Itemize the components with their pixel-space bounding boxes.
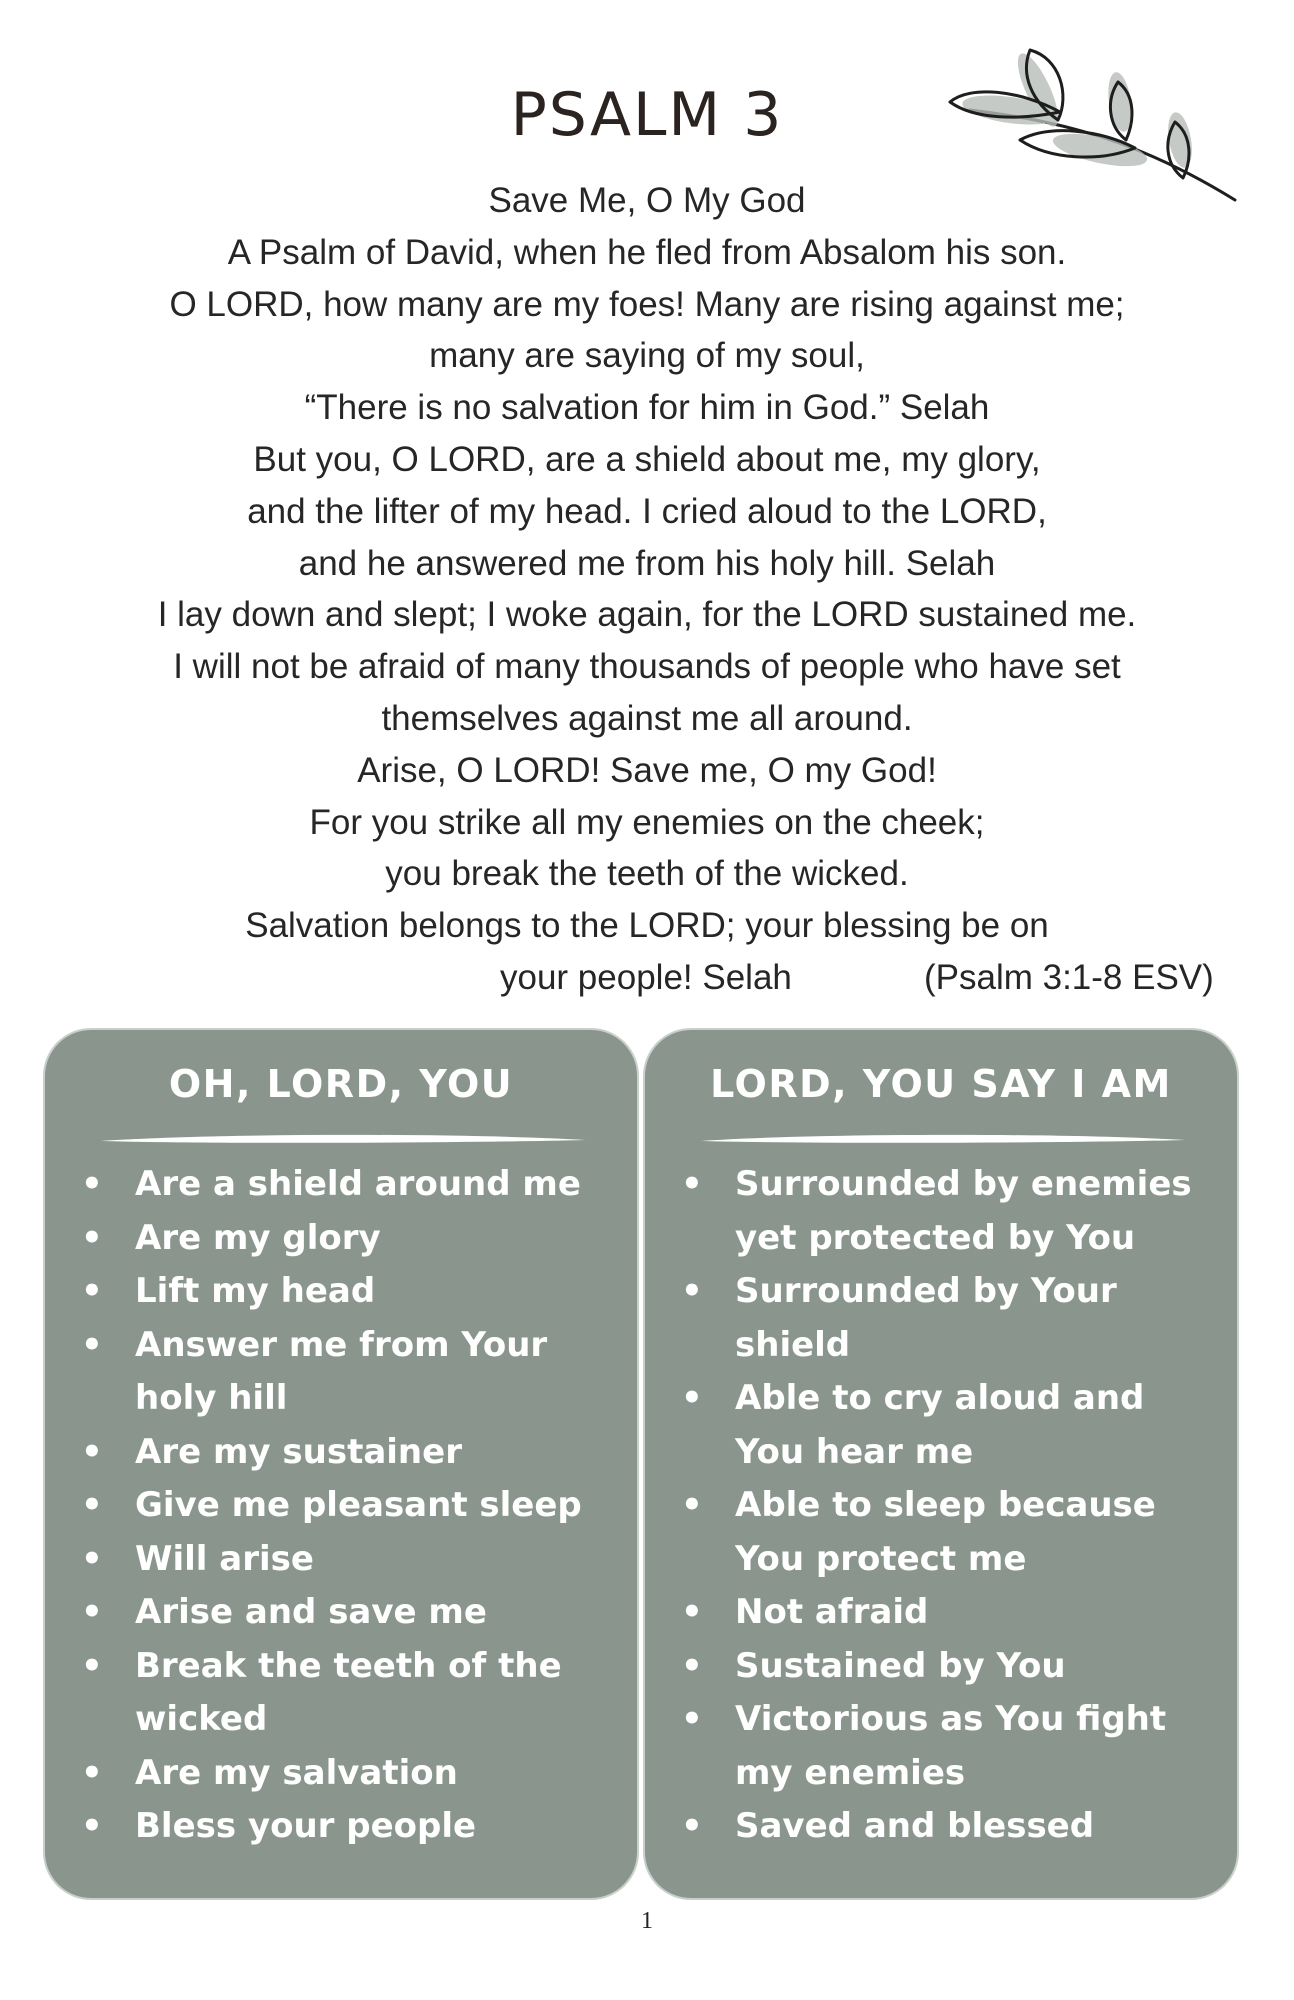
psalm-verse-line: For you strike all my enemies on the cheek; [309,802,985,842]
psalm-verse-line: many are saying of my soul, [429,336,865,376]
scripture-reference: (Psalm 3:1-8 ESV) [924,957,1214,997]
psalm-verse-line: and he answered me from his holy hill. Selah [298,543,996,583]
panel-heading: OH, LORD, YOU [168,1062,514,1106]
psalm-text [60,175,1234,1004]
list-item: • Victorious as You fight my enemies [679,1693,1223,1800]
page-title: PSALM 3 [510,80,784,150]
list-item: • Surrounded by enemies yet protected by You [679,1158,1223,1265]
oh-lord-you-list [79,1158,623,1854]
psalm-verse-line: Salvation belongs to the LORD; your blessing be on [245,906,1049,946]
list-item: • Are my salvation [79,1747,623,1801]
psalm-verse-line: you break the teeth of the wicked. [385,854,909,894]
list-item: • Saved and blessed [679,1800,1223,1854]
heading-underline [697,1128,1189,1150]
list-item: • Will arise [79,1533,623,1587]
list-item: • Able to sleep because You protect me [679,1479,1223,1586]
list-item: • Break the teeth of the wicked [79,1640,623,1747]
list-item: • Lift my head [79,1265,623,1319]
list-item: • Arise and save me [79,1586,623,1640]
psalm-verse-line: Arise, O LORD! Save me, O my God! [357,750,937,790]
psalm-last-line [60,952,1234,1004]
lord-you-say-i-am-panel [645,1030,1237,1898]
list-item: • Able to cry aloud and You hear me [679,1372,1223,1479]
psalm-verse-line: I lay down and slept; I woke again, for the LORD sustained me. [157,595,1137,635]
psalm-subtitle: Save Me, O My God [488,181,806,220]
list-item: • Give me pleasant sleep [79,1479,623,1533]
list-item: • Answer me from Your holy hill [79,1319,623,1426]
heading-underline [97,1128,589,1150]
oh-lord-you-panel [45,1030,637,1898]
panel-heading: LORD, YOU SAY I AM [710,1062,1172,1106]
list-item: • Bless your people [79,1800,623,1854]
psalm-verse-line: I will not be afraid of many thousands of people who have set [173,647,1121,687]
list-item: • Are a shield around me [79,1158,623,1212]
psalm-verse-line: and the lifter of my head. I cried aloud to the LORD, [247,491,1047,531]
list-item: • Are my glory [79,1212,623,1266]
list-item: • Not afraid [679,1586,1223,1640]
page-number: 1 [641,1908,653,1934]
psalm-verse-line: A Psalm of David, when he fled from Absalom his son. [227,232,1067,272]
lord-you-say-i-am-list [679,1158,1223,1854]
psalm-verse-line: “There is no salvation for him in God.” Selah [304,388,990,428]
list-item: • Sustained by You [679,1640,1223,1694]
psalm-verse-line: themselves against me all around. [381,698,913,738]
list-item: • Surrounded by Your shield [679,1265,1223,1372]
psalm-verse-line: your people! Selah [500,957,792,997]
list-item: • Are my sustainer [79,1426,623,1480]
psalm-verse-line: But you, O LORD, are a shield about me, my glory, [253,439,1041,479]
psalm-verse-line: O LORD, how many are my foes! Many are rising against me; [169,284,1125,324]
